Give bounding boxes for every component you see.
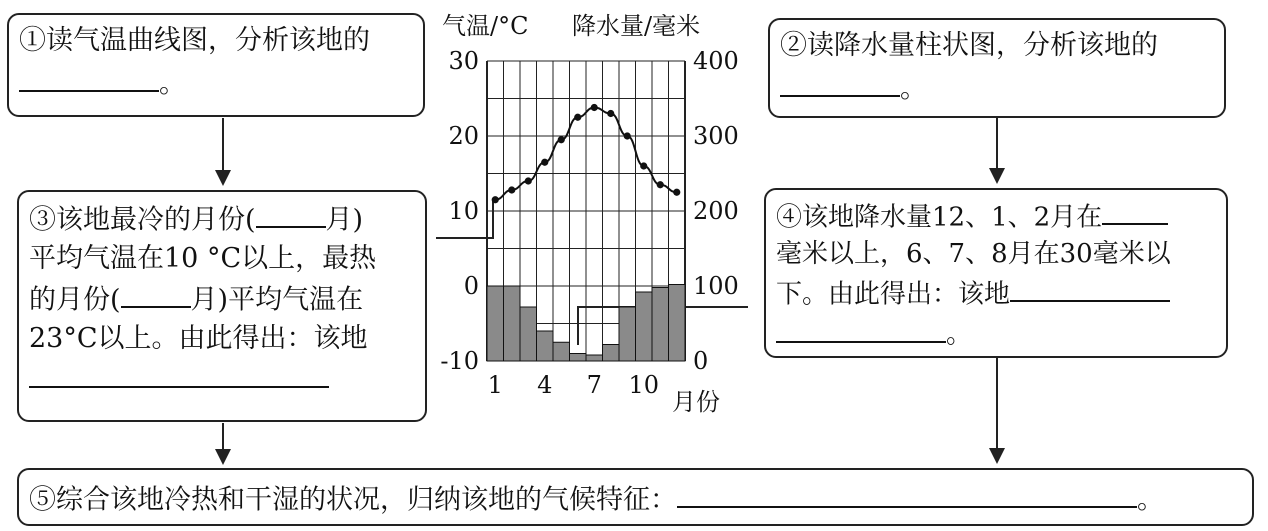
precip-bar: [537, 331, 554, 361]
precip-bar: [570, 354, 587, 362]
box5-text: ⑤综合该地冷热和干湿的状况，归纳该地的气候特征：: [29, 484, 677, 516]
precip-bar: [553, 342, 570, 361]
box3-l1b: 月): [325, 204, 364, 236]
arrow-4-to-5: [996, 358, 998, 462]
arrow-3-to-5: [222, 423, 224, 463]
temperature-point: [574, 114, 581, 121]
box4-l1: ④该地降水量12、1、2月在: [776, 202, 1103, 233]
box-precipitation-months: [764, 188, 1228, 358]
answer-blank-hottest-month[interactable]: [121, 278, 191, 308]
box3-l1a: ③该地最冷的月份(: [29, 204, 256, 236]
temperature-point: [624, 132, 631, 139]
temperature-point: [591, 104, 598, 111]
precip-tick-label: 0: [693, 347, 709, 375]
precip-bar: [636, 292, 653, 361]
answer-blank-precip-amount[interactable]: [1102, 196, 1168, 225]
temperature-point: [508, 186, 515, 193]
temperature-point: [657, 181, 664, 188]
box3-l3b: 月)平均气温在: [190, 284, 364, 316]
temp-tick-label: 30: [448, 47, 479, 75]
precip-tick-label: 100: [693, 272, 739, 300]
temp-tick-label: 0: [463, 272, 479, 300]
answer-blank-4a[interactable]: [1010, 273, 1170, 302]
box2-end: 。: [900, 72, 927, 104]
box1-end: 。: [159, 67, 186, 99]
box-coldest-hottest: [17, 190, 427, 422]
box5-end: 。: [1137, 484, 1164, 516]
precip-axis-label: 降水量/毫米: [572, 12, 701, 40]
temperature-point: [558, 136, 565, 143]
answer-blank-3[interactable]: [29, 358, 329, 388]
precip-bar: [520, 307, 537, 361]
temp-tick-label: -10: [440, 347, 479, 375]
box-climate-summary: [17, 468, 1254, 526]
precip-bar: [619, 307, 636, 361]
box3-l2: 平均气温在10 °C以上，最热: [29, 242, 377, 274]
precip-tick-label: 200: [693, 197, 739, 225]
box-temperature-analysis: [7, 13, 425, 117]
precip-bar: [603, 345, 620, 362]
precip-tick-label: 400: [693, 47, 739, 75]
precip-bar: [669, 285, 686, 362]
box1-text: ①读气温曲线图，分析该地的: [19, 25, 370, 56]
temperature-point: [492, 196, 499, 203]
temperature-point: [607, 110, 614, 117]
temperature-point: [640, 162, 647, 169]
arrow-2-to-4: [996, 118, 998, 182]
temperature-point: [673, 189, 680, 196]
precip-bar: [487, 286, 504, 361]
temp-tick-label: 10: [448, 197, 479, 225]
month-tick-label: 10: [628, 371, 660, 399]
box3-l4: 23°C以上。由此得出：该地: [29, 322, 368, 354]
box4-l2: 毫米以上，6、7、8月在30毫米以: [776, 239, 1171, 270]
temp-axis-label: 气温/°C: [442, 12, 529, 40]
temp-tick-label: 20: [448, 122, 479, 150]
precip-bar: [586, 355, 603, 361]
temperature-point: [541, 159, 548, 166]
month-tick-label: 7: [586, 371, 602, 399]
box2-text: ②读降水量柱状图，分析该地的: [780, 30, 1158, 61]
box3-l3a: 的月份(: [29, 284, 121, 316]
month-tick-label: 1: [487, 371, 503, 399]
arrow-1-to-3: [222, 118, 224, 184]
box-precipitation-analysis: [768, 18, 1226, 118]
x-axis-label: 月份: [672, 388, 720, 416]
box4-end: 。: [946, 319, 973, 350]
climate-chart: [440, 10, 740, 430]
answer-blank-1[interactable]: [19, 62, 159, 92]
precip-bar: [652, 288, 669, 362]
temperature-point: [525, 177, 532, 184]
answer-blank-4b[interactable]: [776, 313, 946, 342]
answer-blank-5[interactable]: [677, 478, 1137, 508]
month-tick-label: 4: [537, 371, 553, 399]
answer-blank-coldest-month[interactable]: [256, 198, 326, 228]
answer-blank-2[interactable]: [780, 67, 900, 97]
precip-bar: [504, 286, 521, 361]
precip-tick-label: 300: [693, 122, 739, 150]
box4-l3: 下。由此得出：该地: [776, 279, 1011, 310]
